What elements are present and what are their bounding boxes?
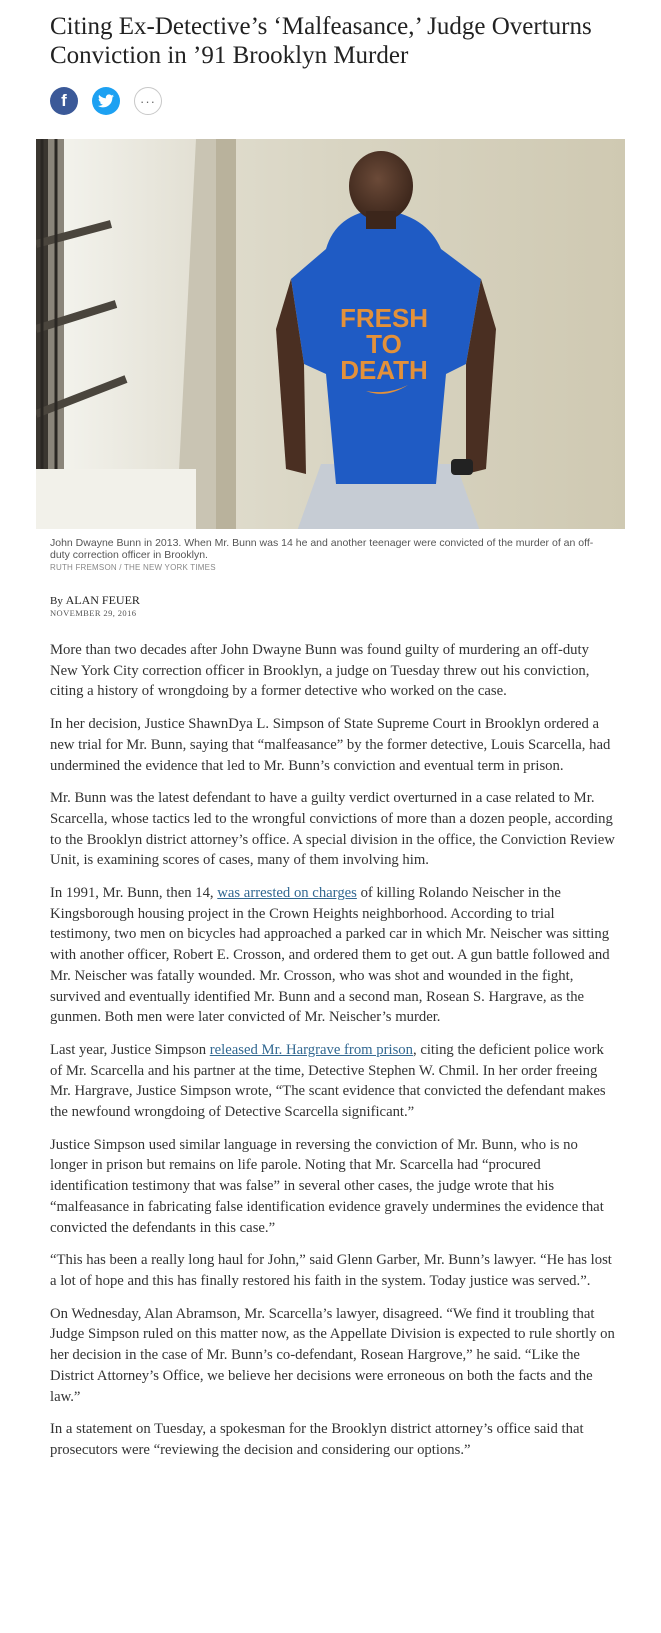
article-body [50, 640, 618, 1473]
paragraph: In a statement on Tuesday, a spokesman for the Brooklyn district attorney’s office said that prosecutors were “reviewing the decision and considering our options.” [50, 1421, 584, 1458]
paragraph: Mr. Bunn was the latest defendant to have a guilty verdict overturned in a case related to Mr. Scarcella, whose tactics led to the wrongful convictions of more than a dozen people, according to the Brooklyn district attorney’s office. A special division in the office, the Conviction Review Unit, is examining scores of cases, many of them involving him. [50, 790, 615, 869]
ellipsis-icon: ··· [140, 93, 156, 109]
byline [50, 593, 140, 608]
shirt-text-line3: DEATH [340, 355, 428, 385]
author-link[interactable]: ALAN FEUER [65, 593, 140, 607]
facebook-share-button[interactable] [50, 87, 78, 115]
paragraph: “This has been a really long haul for John,” said Glenn Garber, Mr. Bunn’s lawyer. “He has lost a lot of hope and this has finally restored his faith in the system. Today justice was served.”. [50, 1252, 612, 1289]
paragraph [50, 1040, 618, 1123]
more-share-options-button[interactable] [134, 87, 162, 115]
paragraph-text: , citing the deficient police work of Mr. Scarcella and his partner at the time, Detective Stephen W. Chmil. In her order freeing Mr. Hargrave, Justice Simpson wrote, “The scant evidence that convicted the defendant makes the newfound wrongdoing of Detective Scarcella significant.” [50, 1041, 606, 1121]
publish-date: NOVEMBER 29, 2016 [50, 608, 137, 618]
paragraph: In her decision, Justice ShawnDya L. Simpson of State Supreme Court in Brooklyn ordered a new trial for Mr. Bunn, saying that “malfeasance” by the former detective, Louis Scarcella, had undermined the evidence that led to Mr. Bunn’s conviction and eventual term in prison. [50, 716, 611, 774]
photo-caption: John Dwayne Bunn in 2013. When Mr. Bunn was 14 he and another teenager were convicted of the murder of an off-duty correction officer in Brooklyn. [50, 537, 594, 561]
photo-illustration [36, 139, 625, 529]
paragraph: More than two decades after John Dwayne Bunn was found guilty of murdering an off-duty New York City correction officer in Brooklyn, a judge on Tuesday threw out his conviction, citing a history of wrongdoing by a former detective who worked on the case. [50, 642, 590, 700]
twitter-icon [98, 94, 114, 108]
paragraph: Justice Simpson used similar language in reversing the conviction of Mr. Bunn, who is no longer in prison but remains on life parole. Noting that Mr. Scarcella had “procured identification testimony that was false” in several other cases, the judge wrote that his “malfeasance in fabricating false identification evidence gravely undermines the evidence that convicted the defendants in this case.” [50, 1136, 604, 1236]
paragraph [50, 883, 618, 1028]
released-hargrave-link[interactable]: released Mr. Hargrave from prison [209, 1041, 413, 1058]
article-photo [36, 139, 625, 529]
paragraph-text: In 1991, Mr. Bunn, then 14, [50, 885, 218, 902]
paragraph-text: of killing Rolando Neischer in the Kingsborough housing project in the Crown Heights neighborhood. According to trial testimony, two men on bicycles had approached a parked car in which Mr. Neischer was sitting with another officer, Robert E. Crosson, and ordered them to get out. A gun battle followed and Mr. Neischer was fatally wounded. Mr. Crosson, who was shot and wounded in the fight, survived and eventually identified Mr. Bunn and a second man, Rosean S. Hargrave, as the gunmen. Both men were later convicted of Mr. Neischer’s murder. [50, 885, 610, 1026]
shirt-text-line2: TO [366, 329, 402, 359]
paragraph: On Wednesday, Alan Abramson, Mr. Scarcella’s lawyer, disagreed. “We find it troubling that Judge Simpson ruled on this matter now, as the Appellate Division is expected to rule shortly on her decision in the case of Mr. Bunn’s co-defendant, Rosean Hargrove,” he said. “Like the District Attorney’s Office, we believe her decisions were erroneous on both the facts and the law.” [50, 1305, 615, 1405]
twitter-share-button[interactable] [92, 87, 120, 115]
headline: Citing Ex-Detective’s ‘Malfeasance,’ Judge Overturns Conviction in ’91 Brooklyn Murder [50, 13, 592, 69]
photo-credit: RUTH FREMSON / THE NEW YORK TIMES [50, 563, 216, 572]
facebook-icon: f [61, 91, 67, 110]
byline-prefix: By [50, 595, 66, 607]
arrested-on-charges-link[interactable]: was arrested on charges [217, 885, 357, 902]
share-tools [50, 87, 162, 115]
shirt-text-line1: FRESH [339, 303, 429, 333]
paragraph-text: Last year, Justice Simpson [50, 1041, 210, 1058]
